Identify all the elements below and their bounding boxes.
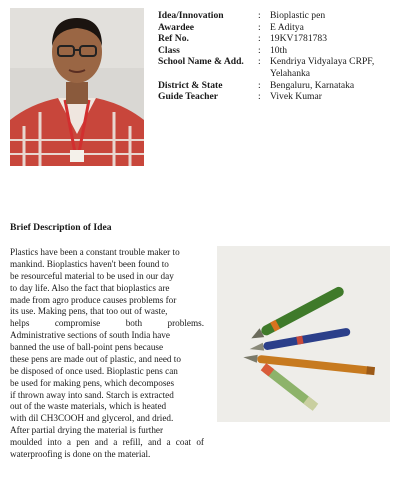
field-value: 10th bbox=[270, 44, 288, 56]
description-line: waterproofing is done on the material. bbox=[10, 448, 151, 459]
description-line: helps compromise both problems. bbox=[10, 318, 204, 329]
description-line: with dil CH3COOH and glycerol, and dried. bbox=[10, 413, 174, 424]
idea-description bbox=[10, 247, 204, 461]
field-separator: : bbox=[258, 79, 261, 91]
field-label: School Name & Add. bbox=[158, 56, 244, 68]
description-line: out of the waste materials, which is heated bbox=[10, 401, 167, 412]
section-title: Brief Description of Idea bbox=[10, 222, 112, 233]
awardee-info-table bbox=[158, 10, 403, 103]
field-label: Ref No. bbox=[158, 33, 189, 45]
field-separator: : bbox=[258, 56, 261, 68]
description-line: be disposed of once used. Bioplastic pens can bbox=[10, 365, 178, 376]
field-separator: : bbox=[258, 91, 261, 103]
description-line: to day life. Also the fact that bioplastics are bbox=[10, 282, 170, 293]
description-line: if thrown away into sand. Starch is extracted bbox=[10, 389, 174, 400]
description-line: moulded into a pen and a refill, and a coat of bbox=[10, 437, 204, 447]
field-separator: : bbox=[258, 21, 261, 33]
description-line: mankind. Bioplastics haven't been found to bbox=[10, 258, 169, 269]
field-label: Idea/Innovation bbox=[158, 10, 224, 21]
description-line: be used for making pens, which decomposes bbox=[10, 377, 175, 388]
field-value: Vivek Kumar bbox=[270, 91, 322, 103]
field-label: District & State bbox=[158, 79, 223, 91]
field-label: Awardee bbox=[158, 21, 195, 33]
description-line: these pens are made out of plastic, and need to bbox=[10, 353, 181, 364]
field-label: Guide Teacher bbox=[158, 91, 218, 103]
description-line: its use. Making pens, that too out of waste, bbox=[10, 306, 168, 317]
field-value: Bengaluru, Karnataka bbox=[270, 79, 355, 91]
field-value: E Aditya bbox=[270, 21, 304, 33]
field-guide bbox=[158, 91, 403, 103]
description-line: Plastics have been a constant trouble maker to bbox=[10, 247, 180, 257]
field-separator: : bbox=[258, 44, 261, 56]
field-idea bbox=[158, 10, 403, 22]
field-awardee bbox=[158, 22, 403, 34]
description-line: After partial drying the material is further bbox=[10, 425, 164, 436]
field-value: Bioplastic pen bbox=[270, 10, 326, 21]
field-separator: : bbox=[258, 10, 261, 21]
field-label: Class bbox=[158, 44, 180, 56]
field-ref-no bbox=[158, 33, 403, 45]
field-separator: : bbox=[258, 33, 261, 45]
description-line: Administrative sections of south India have bbox=[10, 330, 170, 341]
description-line: be resourceful material to be used in our day bbox=[10, 270, 174, 281]
field-school bbox=[158, 56, 403, 68]
field-school-cont bbox=[158, 68, 403, 80]
awardee-photo bbox=[10, 8, 144, 166]
description-line: made from agro produce causes problems for bbox=[10, 294, 177, 305]
pens-photo bbox=[217, 246, 390, 422]
field-value: Kendriya Vidyalaya CRPF, bbox=[270, 56, 375, 68]
field-value: 19KV1781783 bbox=[270, 33, 328, 45]
field-district bbox=[158, 80, 403, 92]
description-line: banned the use of ball-point pens because bbox=[10, 342, 164, 352]
field-value: Yelahanka bbox=[270, 67, 311, 79]
field-class bbox=[158, 45, 403, 57]
